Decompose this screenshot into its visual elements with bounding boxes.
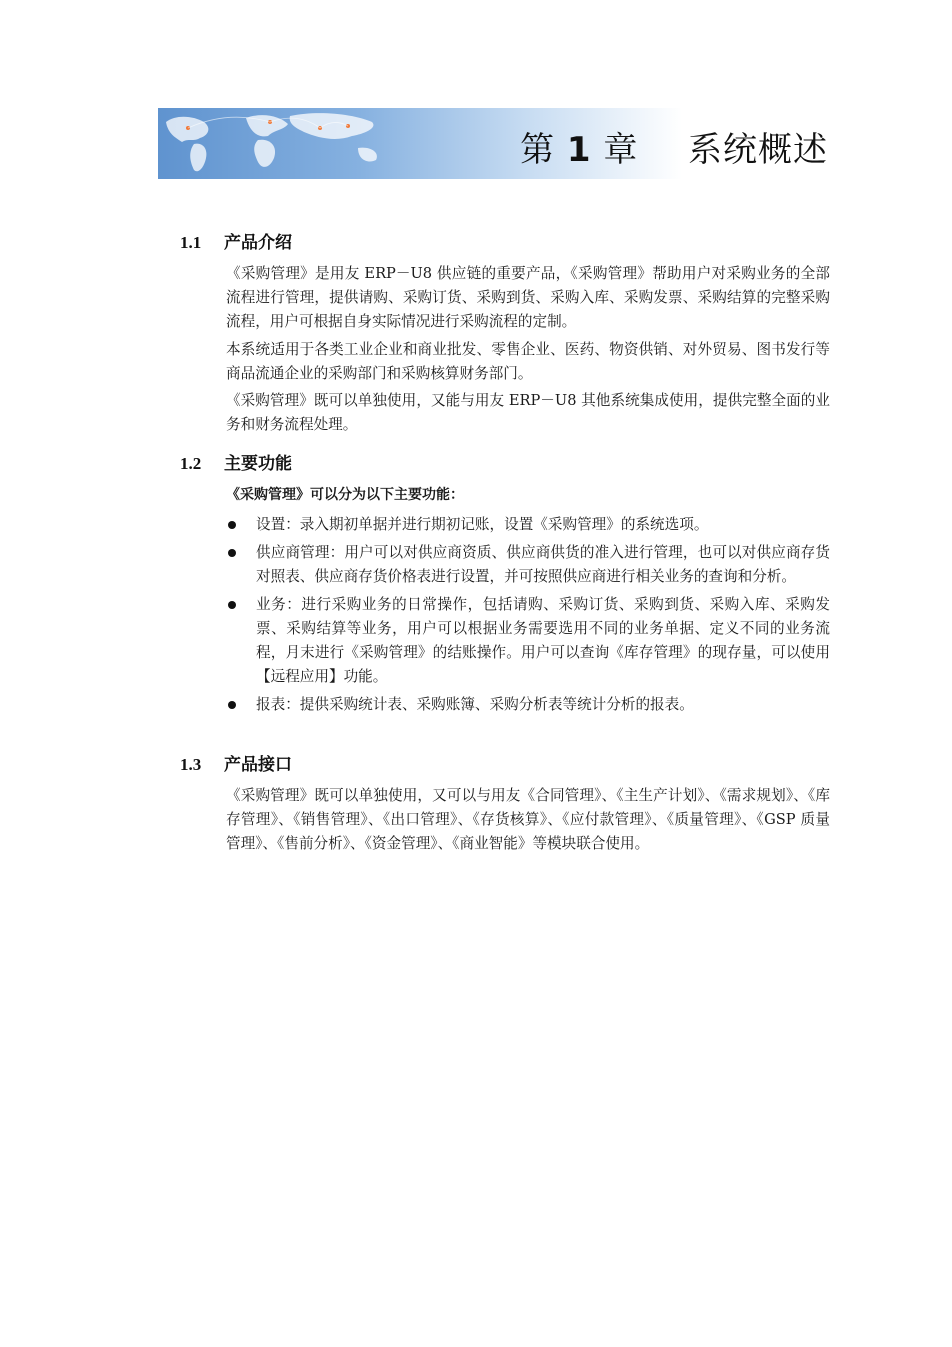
list-item-text: 设置：录入期初单据并进行期初记账，设置《采购管理》的系统选项。 xyxy=(256,516,709,533)
function-intro: 《采购管理》可以分为以下主要功能： xyxy=(226,487,464,503)
paragraph: 《采购管理》既可以单独使用，又可以与用友《合同管理》、《主生产计划》、《需求规划》、《库存管理》、《销售管理》、《出口管理》、《存货核算》、《应付款管理》、《质量管理》、《GSP 质量管理》、《售前分析》、《资金管理》、《商业智能》等模块联合使用。 xyxy=(226,787,830,852)
list-item xyxy=(226,693,830,717)
section-number: 1.1 xyxy=(180,233,202,252)
bullet-icon xyxy=(228,549,236,557)
section-heading-1-2 xyxy=(180,449,292,474)
chapter-number: 1 xyxy=(566,130,592,170)
chapter-prefix: 第 xyxy=(520,130,556,170)
list-item xyxy=(226,593,830,689)
list-item xyxy=(226,541,830,589)
paragraph: 《采购管理》既可以单独使用，又能与用友 ERP－U8 其他系统集成使用，提供完整全面的业务和财务流程处理。 xyxy=(226,392,830,433)
section-title: 产品介绍 xyxy=(224,233,292,253)
function-list xyxy=(226,513,830,721)
chapter-suffix: 章 xyxy=(603,130,639,170)
section-heading-1-1 xyxy=(180,228,292,253)
bullet-icon xyxy=(228,701,236,709)
list-item xyxy=(226,513,830,537)
section-number: 1.2 xyxy=(180,454,202,473)
section-heading-1-3 xyxy=(180,750,292,775)
section-title: 产品接口 xyxy=(224,755,292,775)
chapter-name: 系统概述 xyxy=(688,130,828,170)
paragraph: 《采购管理》是用友 ERP－U8 供应链的重要产品，《采购管理》帮助用户对采购业务的全部流程进行管理，提供请购、采购订货、采购到货、采购入库、采购发票、采购结算的完整采购流程，用户可根据自身实际情况进行采购流程的定制。 xyxy=(226,265,830,330)
list-item-text: 供应商管理：用户可以对供应商资质、供应商供货的准入进行管理，也可以对供应商存货对照表、供应商存货价格表进行设置，并可按照供应商进行相关业务的查询和分析。 xyxy=(256,544,830,585)
list-item-text: 业务：进行采购业务的日常操作，包括请购、采购订货、采购到货、采购入库、采购发票、采购结算等业务，用户可以根据业务需要选用不同的业务单据、定义不同的业务流程，月末进行《采购管理》的结账操作。用户可以查询《库存管理》的现存量，可以使用【远程应用】功能。 xyxy=(256,596,830,685)
bullet-icon xyxy=(228,521,236,529)
bullet-icon xyxy=(228,601,236,609)
section-number: 1.3 xyxy=(180,755,202,774)
chapter-title xyxy=(520,122,828,171)
world-map-icon xyxy=(158,108,498,179)
chapter-banner xyxy=(158,108,830,179)
list-item-text: 报表：提供采购统计表、采购账簿、采购分析表等统计分析的报表。 xyxy=(256,696,694,713)
section-title: 主要功能 xyxy=(224,454,292,474)
paragraph: 本系统适用于各类工业企业和商业批发、零售企业、医药、物资供销、对外贸易、图书发行等商品流通企业的采购部门和采购核算财务部门。 xyxy=(226,341,830,382)
